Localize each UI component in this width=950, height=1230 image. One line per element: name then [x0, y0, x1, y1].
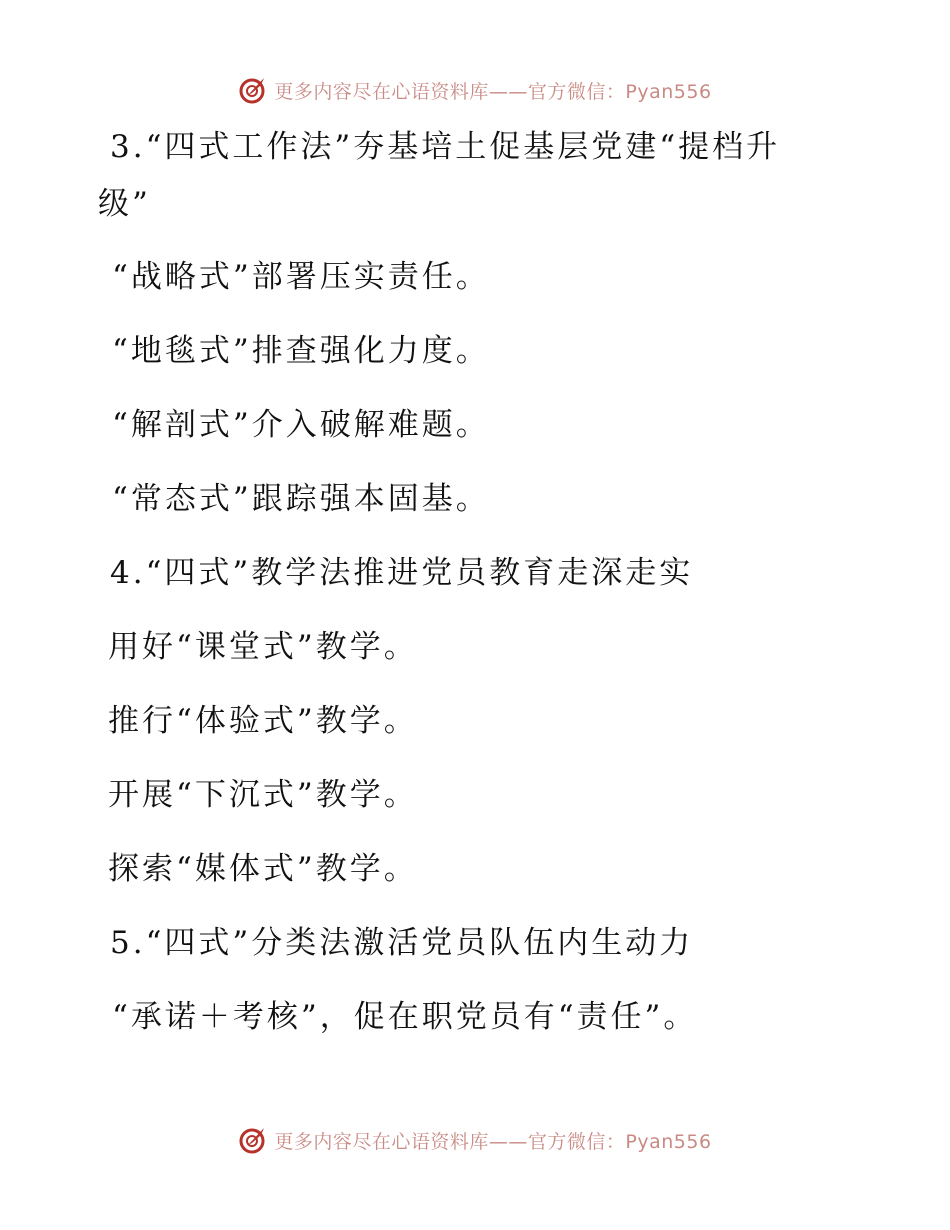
section-heading-3: 3.“四式工作法”夯基培土促基层党建“提档升 — [110, 129, 781, 165]
list-item: “承诺＋考核”，促在职党员有“责任”。 — [112, 999, 698, 1035]
list-item: 探索“媒体式”教学。 — [108, 851, 418, 887]
section-heading-5: 5.“四式”分类法激活党员队伍内生动力 — [110, 925, 694, 961]
list-item: 开展“下沉式”教学。 — [108, 777, 418, 813]
list-item: “解剖式”介入破解难题。 — [112, 407, 490, 443]
quill-logo-icon — [238, 75, 268, 105]
list-item: 用好“课堂式”教学。 — [108, 629, 418, 665]
list-item: 推行“体验式”教学。 — [108, 703, 418, 739]
watermark-text: 更多内容尽在心语资料库——官方微信：Pyan556 — [274, 80, 712, 103]
header-watermark — [0, 70, 950, 110]
list-item: “常态式”跟踪强本固基。 — [112, 481, 490, 517]
list-item: “地毯式”排查强化力度。 — [112, 333, 490, 369]
watermark-text: 更多内容尽在心语资料库——官方微信：Pyan556 — [274, 1130, 712, 1153]
quill-logo-icon — [238, 1125, 268, 1155]
list-item: “战略式”部署压实责任。 — [112, 259, 490, 295]
section-heading-3-cont: 级” — [98, 186, 151, 222]
section-heading-4: 4.“四式”教学法推进党员教育走深走实 — [110, 555, 694, 591]
footer-watermark — [0, 1120, 950, 1160]
